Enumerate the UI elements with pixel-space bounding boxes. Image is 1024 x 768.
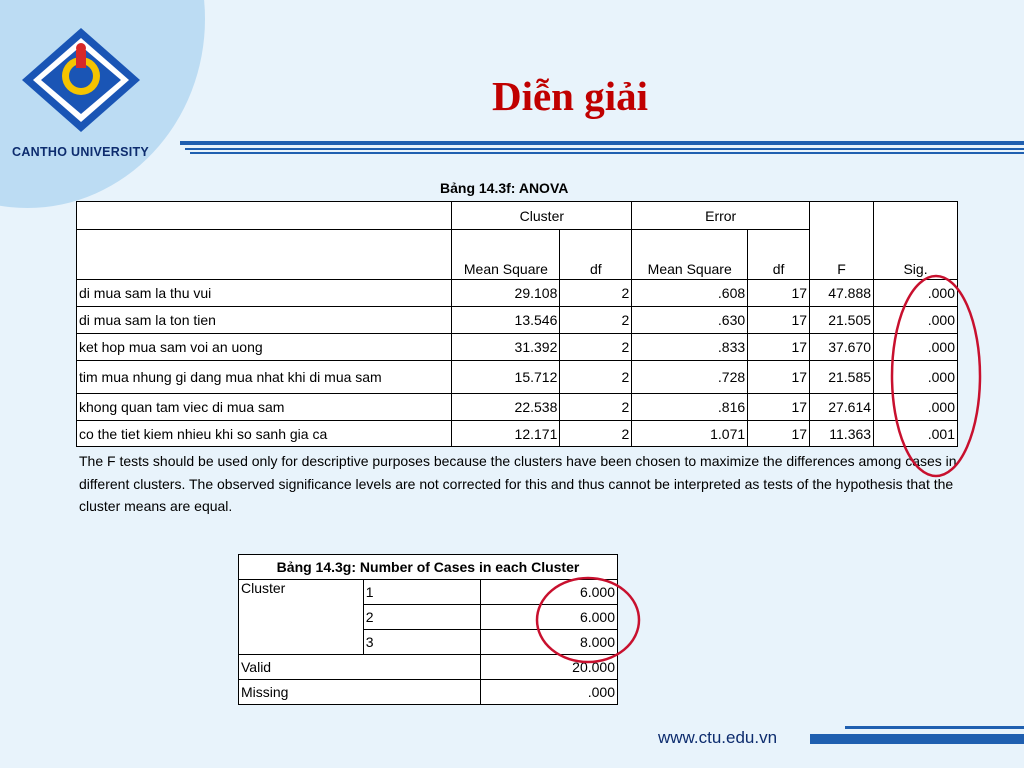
table-row: [239, 680, 618, 705]
sig-value: .001: [874, 421, 958, 447]
error-mean-square-header: Mean Square: [632, 230, 748, 280]
error-header: Error: [632, 202, 810, 230]
error-mean-square: .630: [632, 307, 748, 334]
error-df: 17: [748, 421, 810, 447]
cluster-df: 2: [560, 421, 632, 447]
cluster-mean-square: 29.108: [452, 280, 560, 307]
cluster-mean-square-header: Mean Square: [452, 230, 560, 280]
sig-value: .000: [874, 361, 958, 394]
cluster-df: 2: [560, 361, 632, 394]
error-df: 17: [748, 307, 810, 334]
cluster-mean-square: 13.546: [452, 307, 560, 334]
row-label: khong quan tam viec di mua sam: [77, 394, 452, 421]
footer-stripe: [0, 722, 1024, 752]
table-row: [77, 334, 958, 361]
valid-label: Valid: [239, 655, 481, 680]
table-row: [77, 394, 958, 421]
valid-value: 20.000: [481, 655, 618, 680]
cluster-header: Cluster: [452, 202, 632, 230]
cluster-id: 2: [363, 605, 481, 630]
cluster-df-header: df: [560, 230, 632, 280]
corner-cell: [77, 202, 452, 230]
cases-caption: Bảng 14.3g: Number of Cases in each Cluster: [239, 555, 618, 580]
page-title: Diễn giải: [491, 73, 649, 119]
sig-value: .000: [874, 394, 958, 421]
f-value: 47.888: [810, 280, 874, 307]
missing-value: .000: [481, 680, 618, 705]
anova-footnote: The F tests should be used only for descriptive purposes because the clusters have been chosen to maximize the differences among cases in different clusters. The observed significance levels are not corrected for this and thus cannot be interpreted as tests of the hypothesis that the cluster means are equal.: [79, 453, 957, 514]
label-header: [77, 230, 452, 280]
f-value: 11.363: [810, 421, 874, 447]
error-df: 17: [748, 361, 810, 394]
f-value: 37.670: [810, 334, 874, 361]
header-stripe: [0, 138, 1024, 160]
error-df: 17: [748, 394, 810, 421]
sig-value: .000: [874, 280, 958, 307]
sig-value: .000: [874, 307, 958, 334]
cluster-count: 6.000: [481, 605, 618, 630]
cluster-mean-square: 15.712: [452, 361, 560, 394]
f-value: 27.614: [810, 394, 874, 421]
cluster-mean-square: 22.538: [452, 394, 560, 421]
f-value: 21.505: [810, 307, 874, 334]
table-row: [77, 361, 958, 394]
row-label: tim mua nhung gi dang mua nhat khi di mua sam: [77, 361, 452, 394]
cluster-mean-square: 12.171: [452, 421, 560, 447]
row-label: di mua sam la ton tien: [77, 307, 452, 334]
f-header: F: [810, 202, 874, 280]
error-df-header: df: [748, 230, 810, 280]
missing-label: Missing: [239, 680, 481, 705]
error-mean-square: .816: [632, 394, 748, 421]
cluster-df: 2: [560, 307, 632, 334]
error-df: 17: [748, 334, 810, 361]
error-df: 17: [748, 280, 810, 307]
count-highlight-ellipse: [532, 574, 644, 666]
cluster-df: 2: [560, 280, 632, 307]
footer-url[interactable]: www.ctu.edu.vn: [658, 728, 778, 747]
cluster-df: 2: [560, 334, 632, 361]
university-logo: [20, 26, 142, 134]
anova-caption: Bảng 14.3f: ANOVA: [440, 180, 569, 196]
error-mean-square: 1.071: [632, 421, 748, 447]
sig-highlight-ellipse: [888, 272, 988, 480]
cluster-df: 2: [560, 394, 632, 421]
cluster-label: Cluster: [239, 580, 364, 655]
table-row: [77, 421, 958, 447]
row-label: ket hop mua sam voi an uong: [77, 334, 452, 361]
cluster-count: 6.000: [481, 580, 618, 605]
row-label: co the tiet kiem nhieu khi so sanh gia ca: [77, 421, 452, 447]
error-mean-square: .608: [632, 280, 748, 307]
sig-value: .000: [874, 334, 958, 361]
row-label: di mua sam la thu vui: [77, 280, 452, 307]
sig-header: Sig.: [874, 202, 958, 280]
anova-table: [76, 201, 958, 447]
cluster-id: 1: [363, 580, 481, 605]
f-value: 21.585: [810, 361, 874, 394]
university-name: CANTHO UNIVERSITY: [12, 145, 150, 159]
table-row: [77, 280, 958, 307]
error-mean-square: .728: [632, 361, 748, 394]
error-mean-square: .833: [632, 334, 748, 361]
cluster-count: 8.000: [481, 630, 618, 655]
table-row: [77, 307, 958, 334]
cluster-mean-square: 31.392: [452, 334, 560, 361]
cluster-id: 3: [363, 630, 481, 655]
